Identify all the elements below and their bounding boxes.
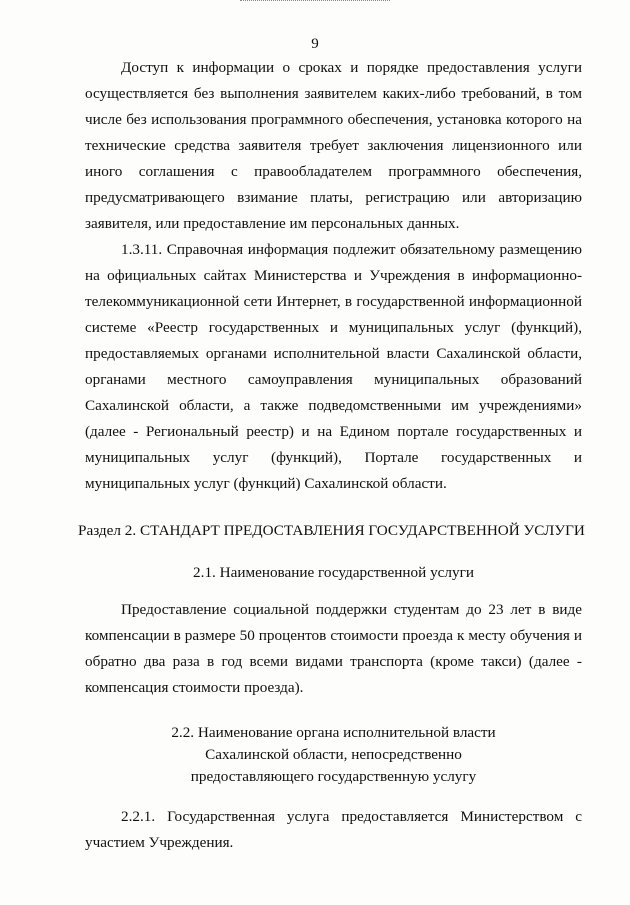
heading-2-1: 2.1. Наименование государственной услуги bbox=[193, 564, 474, 581]
section-title: Раздел 2. СТАНДАРТ ПРЕДОСТАВЛЕНИЯ ГОСУДАРСТВЕННОЙ УСЛУГИ bbox=[78, 522, 585, 539]
page-number: 9 bbox=[311, 36, 319, 52]
subsection-2-2-body bbox=[85, 804, 582, 856]
paragraph-access-info: Доступ к информации о сроках и порядке предоставления услуги осуществляется без выполнения заявителем каких-либо требований, в том числе без использования программного обеспечения, установка которого на технические средства заявителя требует заключения лицензионного или иного соглашения с правообладателем программного обеспечения, предусматривающего взимание платы, регистрацию или авторизацию заявителя, или предоставление им персональных данных. bbox=[85, 59, 582, 232]
scan-artifact bbox=[240, 0, 390, 5]
paragraph-2-1: Предоставление социальной поддержки студентам до 23 лет в виде компенсации в размере 50 процентов стоимости проезда к месту обучения и обратно два раза в год всеми видами транспорта (кроме такси) (далее - компенсация стоимости проезда). bbox=[85, 601, 582, 696]
heading-2-2-line1: 2.2. Наименование органа исполнительной власти bbox=[171, 724, 496, 741]
paragraph-2-2-1: 2.2.1. Государственная услуга предоставляется Министерством с участием Учреждения. bbox=[85, 808, 582, 851]
heading-2-2-line2: Сахалинской области, непосредственно bbox=[205, 746, 462, 763]
paragraph-1-3-11: 1.3.11. Справочная информация подлежит обязательному размещению на официальных сайтах Министерства и Учреждения в информационно-телекоммуникационной сети Интернет, в государственной информационной системе «Реестр государственных и муниципальных услуг (функций), предоставляемых органами исполнительной власти Сахалинской области, органами местного самоуправления муниципальных образований Сахалинской области, а также подведомственными им учреждениями» (далее - Региональный реестр) и на Едином портале государственных и муниципальных услуг (функций), Портале государственных и муниципальных услуг (функций) Сахалинской области. bbox=[85, 241, 582, 492]
intro-text bbox=[85, 55, 582, 497]
heading-2-2-line3: предоставляющего государственную услугу bbox=[190, 768, 477, 785]
heading-2-2 bbox=[85, 722, 582, 788]
subsection-2-1-body bbox=[85, 597, 582, 701]
